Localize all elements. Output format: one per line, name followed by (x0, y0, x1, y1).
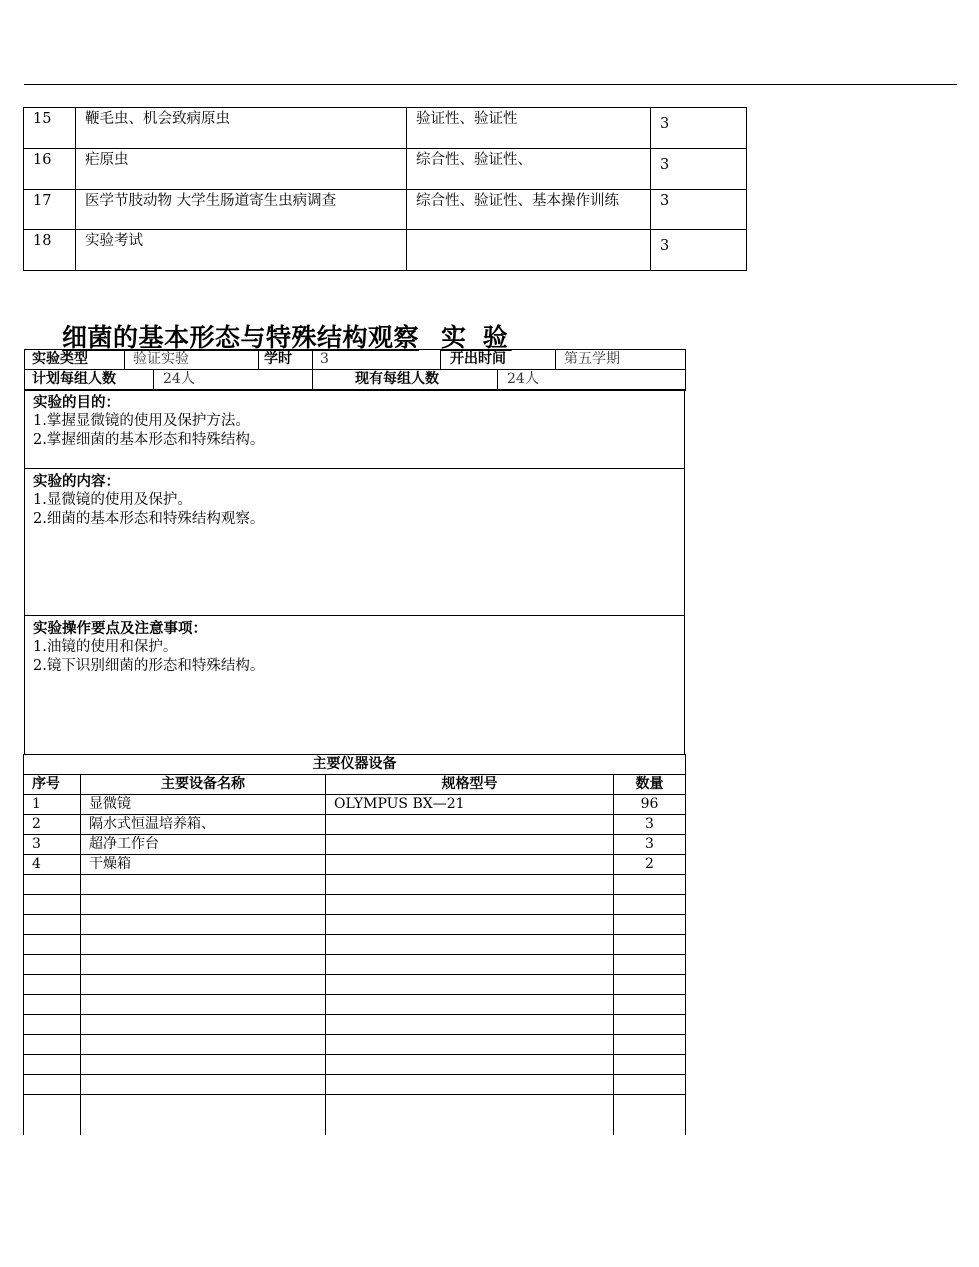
empty-row (24, 975, 686, 995)
row-number: 16 (24, 149, 76, 190)
empty-cell (24, 895, 81, 915)
empty-cell (614, 875, 686, 895)
empty-cell (326, 1015, 614, 1035)
cell-divider (312, 369, 313, 389)
current-label: 现有每组人数 (355, 371, 439, 387)
empty-cell (326, 915, 614, 935)
purpose-heading: 实验的目的： (33, 394, 120, 411)
empty-cell (326, 975, 614, 995)
row-content: 医学节肢动物 大学生肠道寄生虫病调查 (76, 190, 407, 230)
empty-cell (81, 875, 326, 895)
row-hours: 3 (651, 230, 747, 271)
equipment-header-row (24, 775, 686, 795)
type-label: 实验类型 (32, 351, 88, 367)
empty-row (24, 955, 686, 975)
current-value: 24人 (507, 371, 539, 387)
row-hours: 3 (651, 149, 747, 190)
empty-cell (614, 1075, 686, 1095)
empty-cell (24, 875, 81, 895)
empty-cell (24, 1075, 81, 1095)
col-header-qty: 数量 (614, 775, 686, 795)
empty-cell (81, 1095, 326, 1136)
row-type: 综合性、验证性、基本操作训练 (407, 190, 651, 230)
empty-cell (24, 995, 81, 1015)
equip-name: 超净工作台 (81, 835, 326, 855)
row-content: 鞭毛虫、机会致病原虫 (76, 108, 407, 149)
equip-model (326, 835, 614, 855)
table-row (24, 855, 686, 875)
empty-cell (614, 895, 686, 915)
table-row (24, 795, 686, 815)
row-content: 疟原虫 (76, 149, 407, 190)
empty-cell (24, 1035, 81, 1055)
table-row (24, 815, 686, 835)
empty-cell (614, 995, 686, 1015)
empty-cell (326, 1035, 614, 1055)
term-label: 开出时间 (450, 351, 506, 367)
equip-no: 1 (24, 795, 81, 815)
purpose-line: 2.掌握细菌的基本形态和特殊结构。 (33, 432, 265, 448)
col-header-no: 序号 (24, 775, 81, 795)
empty-row (24, 935, 686, 955)
notes-heading: 实验操作要点及注意事项： (33, 620, 207, 637)
row-number: 18 (24, 230, 76, 271)
equip-name: 干燥箱 (81, 855, 326, 875)
experiment-title: 细菌的基本形态与特殊结构观察 (62, 323, 420, 352)
empty-cell (326, 1075, 614, 1095)
notes-line: 2.镜下识别细菌的形态和特殊结构。 (33, 658, 265, 674)
empty-cell (24, 955, 81, 975)
empty-cell (24, 1055, 81, 1075)
empty-row (24, 1015, 686, 1035)
notes-line: 1.油镜的使用和保护。 (33, 639, 178, 655)
table-row (24, 108, 747, 149)
equip-qty: 96 (614, 795, 686, 815)
table-row (24, 230, 747, 271)
purpose-line: 1.掌握显微镜的使用及保护方法。 (33, 413, 250, 429)
empty-cell (614, 915, 686, 935)
equip-no: 2 (24, 815, 81, 835)
content-heading: 实验的内容： (33, 473, 120, 490)
content-line: 1.显微镜的使用及保护。 (33, 492, 192, 508)
equip-name: 显微镜 (81, 795, 326, 815)
empty-cell (81, 935, 326, 955)
cell-divider (555, 349, 556, 369)
equip-qty: 2 (614, 855, 686, 875)
empty-cell (24, 1015, 81, 1035)
empty-cell (614, 1055, 686, 1075)
row-type: 综合性、验证性、 (407, 149, 651, 190)
planned-value: 24人 (163, 371, 195, 387)
cell-divider (312, 349, 313, 369)
cell-divider (497, 369, 498, 389)
empty-row (24, 1035, 686, 1055)
schedule-table (23, 107, 747, 271)
hours-label: 学时 (264, 351, 292, 367)
equip-model (326, 855, 614, 875)
equip-qty: 3 (614, 815, 686, 835)
empty-cell (81, 955, 326, 975)
empty-row (24, 995, 686, 1015)
empty-cell (614, 935, 686, 955)
notes-section (24, 616, 685, 755)
planned-label: 计划每组人数 (32, 371, 116, 387)
equip-qty: 3 (614, 835, 686, 855)
equip-model: OLYMPUS BX—21 (326, 795, 614, 815)
empty-cell (81, 1015, 326, 1035)
empty-cell (614, 1015, 686, 1035)
equipment-caption: 主要仪器设备 (24, 755, 686, 775)
empty-row (24, 895, 686, 915)
hours-value: 3 (320, 351, 329, 367)
empty-row (24, 875, 686, 895)
empty-cell (326, 955, 614, 975)
row-hours: 3 (651, 190, 747, 230)
cell-divider (124, 349, 125, 369)
empty-cell (614, 955, 686, 975)
empty-cell (614, 1035, 686, 1055)
empty-cell (326, 935, 614, 955)
equip-model (326, 815, 614, 835)
equipment-table (23, 754, 686, 1135)
empty-cell (81, 1055, 326, 1075)
purpose-section (24, 390, 685, 469)
empty-cell (614, 975, 686, 995)
empty-cell (326, 1055, 614, 1075)
table-row (24, 190, 747, 230)
row-hours: 3 (651, 108, 747, 149)
empty-cell (326, 895, 614, 915)
content-section (24, 469, 685, 616)
empty-row (24, 1095, 686, 1136)
empty-cell (81, 975, 326, 995)
row-number: 15 (24, 108, 76, 149)
empty-cell (326, 1095, 614, 1136)
empty-cell (81, 895, 326, 915)
empty-cell (81, 915, 326, 935)
empty-row (24, 915, 686, 935)
empty-cell (614, 1095, 686, 1136)
col-header-name: 主要设备名称 (81, 775, 326, 795)
empty-cell (81, 995, 326, 1015)
empty-cell (326, 875, 614, 895)
empty-cell (24, 915, 81, 935)
header-rule (24, 84, 957, 85)
cell-divider (440, 349, 441, 369)
equip-no: 3 (24, 835, 81, 855)
row-type (407, 230, 651, 271)
empty-cell (81, 1035, 326, 1055)
term-value: 第五学期 (564, 351, 620, 367)
type-value: 验证实验 (133, 351, 189, 367)
col-header-model: 规格型号 (326, 775, 614, 795)
equipment-caption-row (24, 755, 686, 775)
row-type: 验证性、验证性 (407, 108, 651, 149)
row-number: 17 (24, 190, 76, 230)
row-content: 实验考试 (76, 230, 407, 271)
table-row (24, 835, 686, 855)
equip-no: 4 (24, 855, 81, 875)
empty-cell (24, 975, 81, 995)
empty-cell (24, 935, 81, 955)
empty-row (24, 1055, 686, 1075)
cell-divider (153, 369, 154, 389)
empty-cell (24, 1095, 81, 1136)
experiment-title-suffix: 实 验 (441, 323, 512, 352)
empty-row (24, 1075, 686, 1095)
cell-divider (258, 349, 259, 369)
content-line: 2.细菌的基本形态和特殊结构观察。 (33, 511, 265, 527)
table-row (24, 149, 747, 190)
empty-cell (81, 1075, 326, 1095)
empty-cell (326, 995, 614, 1015)
equip-name: 隔水式恒温培养箱、 (81, 815, 326, 835)
